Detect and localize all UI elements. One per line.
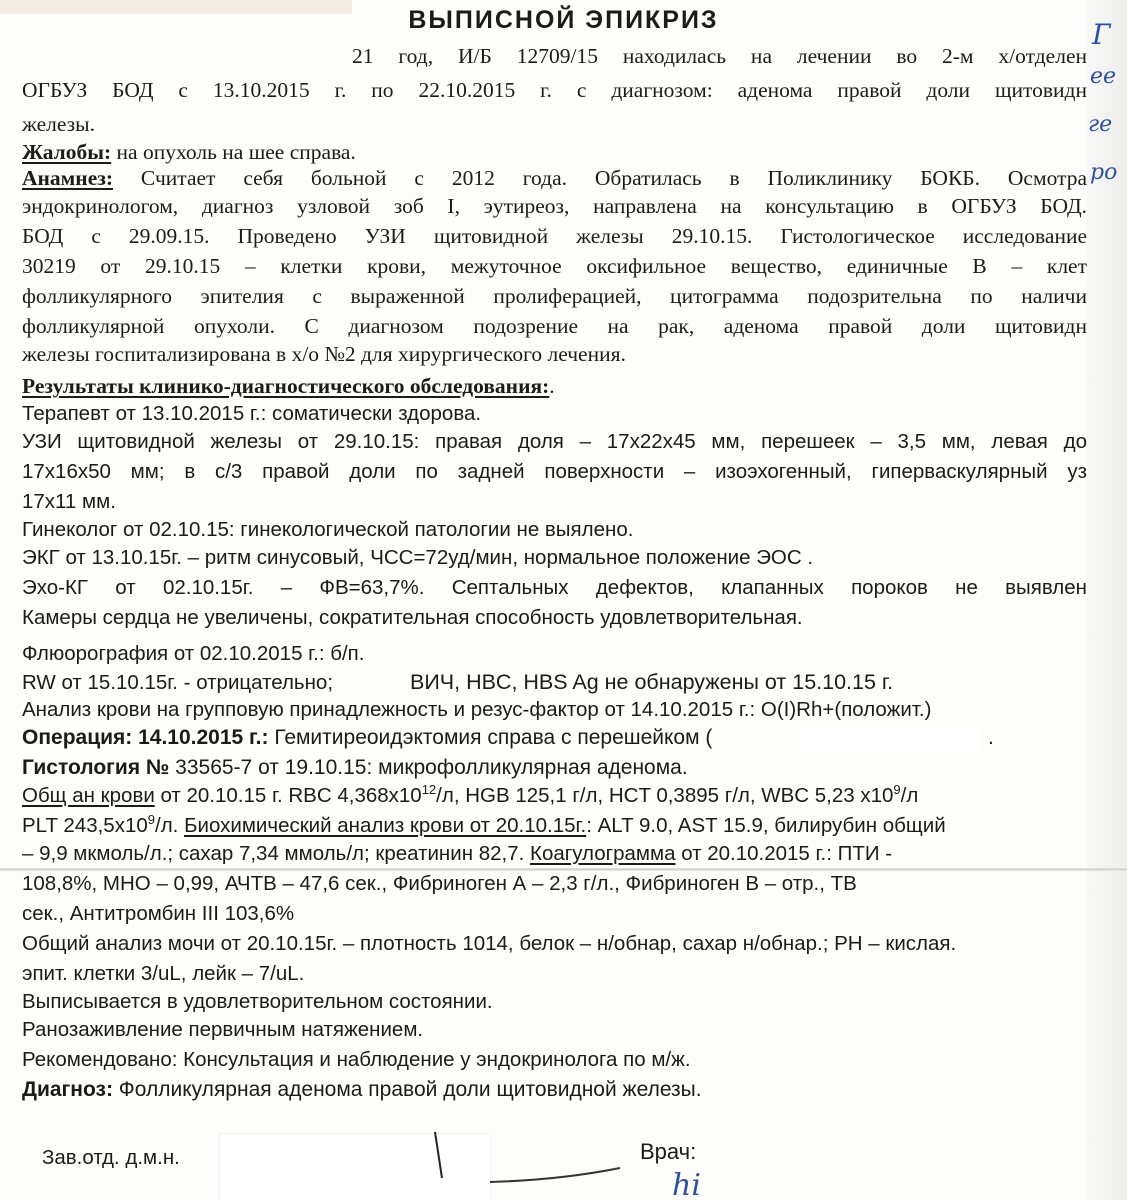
bottom-handwriting: hi (672, 1168, 701, 1200)
fluorography-line: Флюорография от 02.10.2015 г.: б/п. (22, 642, 365, 665)
coag-line-3: сек., Антитромбин III 103,6% (22, 902, 295, 925)
blood-group-line: Анализ крови на групповую принадлежность и резус-фактор от 14.10.2015 г.: O(I)Rh+(положит.) (22, 698, 932, 721)
biochem-text: : ALT 9.0, AST 15.9, билирубин общий (586, 814, 946, 837)
diagnosis-label: Диагноз: (22, 1078, 113, 1101)
biochem-values: – 9,9 мкмоль/л.; сахар 7,34 ммоль/л; креатинин 82,7. (22, 842, 531, 865)
echo-line-1: Эхо-КГ от 02.10.15г. – ФВ=63,7%. Септальных дефектов, клапанных пороков не выявлен (22, 576, 1087, 599)
cbc-exponent-2: 9 (893, 782, 901, 798)
anamnesis-label: Анамнез: (22, 166, 114, 190)
urine-line-1: Общий анализ мочи от 20.10.15г. – плотность 1014, белок – н/обнар, сахар н/обнар.; PH – кислая. (22, 932, 957, 955)
plt-unit: /л. (155, 814, 185, 837)
results-dot: . (549, 374, 555, 398)
surgery-label: Операция: 14.10.2015 г.: (22, 726, 269, 749)
anamnesis-line-3: БОД с 29.09.15. Проведено УЗИ щитовидной железы 29.10.15. Гистологическое исследование (22, 224, 1087, 248)
gynecologist-line: Гинеколог от 02.10.15: гинекологической патологии не выялено. (22, 518, 634, 541)
coag-line-2: 108,8%, МНО – 0,99, АЧТВ – 47,6 сек., Фибриноген А – 2,3 г/л., Фибриноген В – отр., ТВ (22, 872, 857, 895)
intro-line-1: 21 год, И/Б 12709/15 находилась на лечении во 2-м х/отделен (352, 44, 1087, 68)
uzi-line-3: 17х11 мм. (22, 490, 116, 513)
hiv-hepatitis-result: ВИЧ, HBC, HBS Ag не обнаружены от 15.10.15 г. (410, 670, 894, 694)
therapist-line: Терапевт от 13.10.2015 г.: соматически здорова. (22, 402, 482, 425)
results-label: Результаты клинико-диагностического обследования: (22, 374, 550, 398)
signature-stroke (490, 1168, 620, 1182)
urine-line-2: эпит. клетки 3/uL, лейк – 7/uL. (22, 962, 305, 985)
intro-line-3: железы. (22, 112, 95, 136)
cbc-values-b: /л, HGB 125,1 г/л, HCT 0,3895 г/л, WBC 5,23 х10 (436, 784, 894, 807)
doctor-signature: Врач: (640, 1139, 697, 1164)
intro-line-2: ОГБУЗ БОД с 13.10.2015 г. по 22.10.2015 г. с диагнозом: аденома правой доли щитовидн (22, 78, 1087, 102)
histology-label: Гистология № (22, 756, 170, 779)
ecg-line: ЭКГ от 13.10.15г. – ритм синусовый, ЧСС=72уд/мин, нормальное положение ЭОС . (22, 546, 814, 569)
complaints-text: на опухоль на шее справа. (111, 140, 356, 164)
discharge-line: Выписывается в удовлетворительном состоянии. (22, 990, 493, 1013)
biochem-label: Биохимический анализ крови от 20.10.15г. (184, 814, 587, 837)
anamnesis-text: Считает себя больной с 2012 года. Обратилась в Поликлинику БОКБ. Осмотра (113, 166, 1087, 190)
wound-healing-line: Ранозаживление первичным натяжением. (22, 1018, 424, 1041)
cbc-values-a: от 20.10.15 г. RBC 4,368х10 (154, 784, 422, 807)
surgery-text: Гемитиреоидэктомия справа с перешейком ( (268, 726, 713, 749)
anamnesis-line-6: фолликулярной опухоли. С диагнозом подозрение на рак, аденома правой доли щитовидн (22, 314, 1087, 338)
cbc-values-c: /л (900, 784, 919, 807)
recommendation-line: Рекомендовано: Консультация и наблюдение у эндокринолога по м/ж. (22, 1048, 691, 1071)
margin-handwriting-3: ге (1088, 112, 1113, 137)
echo-line-2: Камеры сердца не увеличены, сократительная способность удовлетворительная. (22, 606, 803, 629)
head-of-department-signature: Зав.отд. д.м.н. (42, 1146, 180, 1169)
anamnesis-line-7: железы госпитализирована в х/о №2 для хирургического лечения. (22, 342, 626, 366)
cbc-label: Общ ан крови (22, 784, 155, 807)
margin-handwriting-1: Г (1092, 18, 1111, 51)
surgery-line-end: . (988, 726, 994, 749)
pen-stroke (435, 1132, 442, 1178)
plt-exponent: 9 (147, 812, 155, 828)
coag-text: от 20.10.2015 г.: ПТИ - (675, 842, 893, 865)
cbc-exponent-1: 12 (421, 782, 437, 798)
complaints-label: Жалобы: (22, 140, 112, 164)
anamnesis-line-4: 30219 от 29.10.15 – клетки крови, межуточное оксифильное вещество, единичные В – клет (22, 254, 1087, 278)
margin-handwriting-4: ро (1090, 160, 1118, 185)
histology-text: 33565-7 от 19.10.15: микрофолликулярная аденома. (169, 756, 688, 779)
anamnesis-line-2: эндокринологом, диагноз узловой зоб I, эутиреоз, направлена на консультацию в ОГБУЗ БОД. (22, 194, 1087, 218)
coag-label: Коагулограмма (530, 842, 676, 865)
anamnesis-line-5: фолликулярного эпителия с выраженной пролиферацией, цитограмма подозрительна по наличи (22, 284, 1087, 308)
plt-value: PLT 243,5х10 (22, 814, 148, 837)
uzi-line-1: УЗИ щитовидной железы от 29.10.15: правая доля – 17х22х45 мм, перешеек – 3,5 мм, левая до (22, 430, 1087, 453)
margin-handwriting-2: ее (1090, 64, 1117, 89)
document-title: ВЫПИСНОЙ ЭПИКРИЗ (408, 6, 719, 34)
diagnosis-text: Фолликулярная аденома правой доли щитовидной железы. (112, 1078, 702, 1101)
uzi-line-2: 17х16х50 мм; в с/3 правой доли по задней поверхности – изоэхогенный, гиперваскулярный уз (22, 460, 1087, 483)
rw-result: RW от 15.10.15г. - отрицательно; (22, 671, 334, 694)
